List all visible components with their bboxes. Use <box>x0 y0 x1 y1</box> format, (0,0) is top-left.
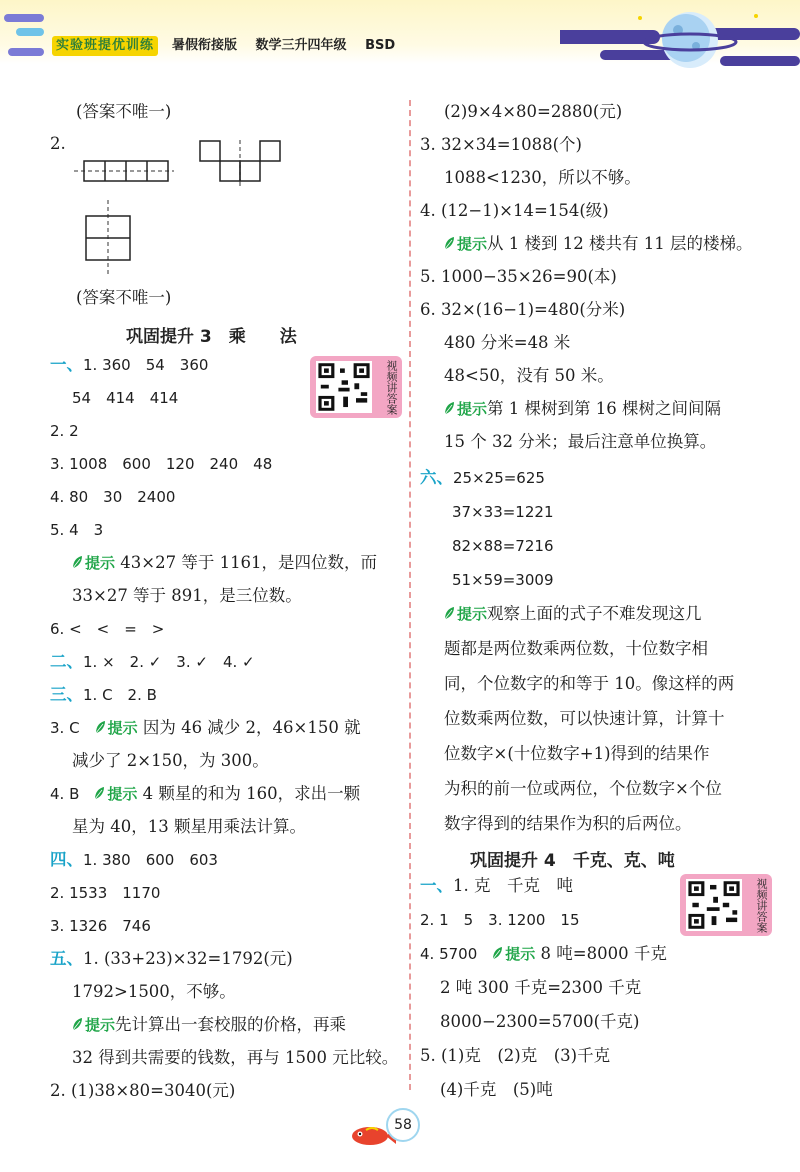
answer-line: 2 吨 300 千克=2300 千克 <box>440 978 642 997</box>
tip-line <box>444 232 752 256</box>
tip-text: 先计算出一套校服的价格，再乘 <box>115 1015 347 1034</box>
answer-line: 48<50，没有 50 米。 <box>444 366 614 385</box>
section-marker: 六、 <box>420 468 453 487</box>
tip-line: 星为 40，13 颗星用乘法计算。 <box>72 817 306 836</box>
answer-text: 1. × 2. ✓ 3. ✓ 4. ✓ <box>83 653 255 671</box>
answer-line: 2. 2 <box>50 422 79 440</box>
section-marker: 五、 <box>50 949 83 968</box>
tip-label: 提示 <box>85 554 116 572</box>
leaf-icon <box>444 236 455 250</box>
leaf-icon <box>444 401 455 415</box>
tip-line: 位数乘两位数，可以快速计算，计算十 <box>444 709 725 728</box>
answer-note: (答案不唯一) <box>76 288 172 307</box>
qr-card[interactable] <box>680 874 772 936</box>
tip-text: 8 吨=8000 千克 <box>535 944 667 963</box>
item-number: 2. <box>50 134 66 153</box>
answer-line <box>420 942 667 966</box>
tip-line: 33×27 等于 891，是三位数。 <box>72 586 302 605</box>
tip-line <box>444 602 702 626</box>
answer-line: 37×33=1221 <box>452 503 554 521</box>
tip-line: 数字得到的结果作为积的后两位。 <box>444 814 692 833</box>
answer-line: 2. (1)38×80=3040(元) <box>50 1081 236 1100</box>
leaf-icon <box>72 555 83 569</box>
header-stripe <box>16 28 44 36</box>
answer-text: 1. C 2. B <box>83 686 157 704</box>
planet-icon <box>560 0 800 100</box>
answer-line: 8000−2300=5700(千克) <box>440 1012 640 1031</box>
section-marker: 一、 <box>420 876 453 895</box>
tip-text: 43×27 等于 1161，是四位数，而 <box>115 553 378 572</box>
answer-text: 1. 克 千克 吨 <box>453 876 573 895</box>
page-number-badge <box>346 1106 426 1152</box>
tip-text: 第 1 棵树到第 16 棵树之间间隔 <box>487 399 721 418</box>
answer-line <box>420 466 545 490</box>
tip-label: 提示 <box>505 945 536 963</box>
tip-line: 15 个 32 分米；最后注意单位换算。 <box>444 432 717 451</box>
header-info <box>172 36 409 56</box>
answer-line <box>50 782 360 806</box>
answer-line <box>50 683 157 707</box>
answer-line <box>420 874 573 898</box>
tip-label: 提示 <box>85 1016 116 1034</box>
answer-text: 4. B <box>50 785 95 803</box>
tip-label: 提示 <box>107 785 138 803</box>
leaf-icon <box>95 720 106 734</box>
answer-text: 1. 380 600 603 <box>83 851 218 869</box>
qr-card[interactable] <box>310 356 402 418</box>
answer-line: 4. (12−1)×14=154(级) <box>420 201 609 220</box>
column-divider <box>409 100 411 1090</box>
series-title: 实验班提优训练 <box>52 36 158 56</box>
answer-line: 51×59=3009 <box>452 571 554 589</box>
section-marker: 二、 <box>50 652 83 671</box>
answer-text: 4. 5700 <box>420 945 493 963</box>
leaf-icon <box>72 1017 83 1031</box>
answer-line <box>50 947 293 971</box>
answer-line: 82×88=7216 <box>452 537 554 555</box>
qr-label: 视频讲答案 <box>385 360 398 415</box>
leaf-icon <box>444 606 455 620</box>
tip-text: 观察上面的式子不难发现这几 <box>487 604 702 623</box>
tip-label: 提示 <box>457 235 488 253</box>
edition-label: 暑假衔接版 <box>172 38 238 53</box>
tip-line: 位数字×(十位数字+1)得到的结果作 <box>444 744 710 763</box>
tip-label: 提示 <box>457 605 488 623</box>
answer-line <box>50 716 361 740</box>
square-figure <box>84 200 136 276</box>
answer-line: 1088<1230，所以不够。 <box>444 168 641 187</box>
answer-line: 1792>1500，不够。 <box>72 982 236 1001</box>
tip-text: 4 颗星的和为 160，求出一颗 <box>137 784 361 803</box>
page-number: 58 <box>386 1108 420 1142</box>
tip-line <box>444 397 721 421</box>
tip-text: 因为 46 减少 2，46×150 就 <box>137 718 361 737</box>
leaf-icon <box>492 946 503 960</box>
subject-label: 数学三升四年级 <box>255 38 347 53</box>
answer-line: 2. 1 5 3. 1200 15 <box>420 911 580 929</box>
answer-line: 4. 80 30 2400 <box>50 488 176 506</box>
answer-text: 25×25=625 <box>453 469 545 487</box>
strip-figure <box>74 156 174 186</box>
answer-line: 2. 1533 1170 <box>50 884 161 902</box>
answer-line: (4)千克 (5)吨 <box>440 1080 553 1099</box>
cross-figure <box>198 138 288 188</box>
tip-line: 32 得到共需要的钱数，再与 1500 元比较。 <box>72 1048 399 1067</box>
leaf-icon <box>94 786 105 800</box>
answer-line: 3. 32×34=1088(个) <box>420 135 582 154</box>
answer-line: 54 414 414 <box>72 389 179 407</box>
answer-line: 480 分米=48 米 <box>444 333 571 352</box>
tip-line: 为积的前一位或两位，个位数字×个位 <box>444 779 722 798</box>
header-stripe <box>8 48 44 56</box>
tip-text: 从 1 楼到 12 楼共有 11 层的楼梯。 <box>487 234 753 253</box>
answer-line: 6. < < = > <box>50 620 165 638</box>
publisher-label: BSD <box>365 38 396 53</box>
answer-line: 3. 1326 746 <box>50 917 151 935</box>
qr-label: 视频讲答案 <box>755 878 768 933</box>
answer-text: 3. C <box>50 719 95 737</box>
tip-label: 提示 <box>457 400 488 418</box>
answer-note: (答案不唯一) <box>76 102 172 121</box>
tip-line: 减少了 2×150，为 300。 <box>72 751 269 770</box>
tip-line: 题都是两位数乘两位数，十位数字相 <box>444 639 708 658</box>
answer-line: 5. 4 3 <box>50 521 104 539</box>
tip-label: 提示 <box>107 719 138 737</box>
answer-line: 6. 32×(16−1)=480(分米) <box>420 300 626 319</box>
answer-text: 1. (33+23)×32=1792(元) <box>83 949 293 968</box>
header-stripe <box>4 14 44 22</box>
answer-line <box>50 650 255 674</box>
qr-code-icon[interactable] <box>316 361 372 413</box>
answer-line: 3. 1008 600 120 240 48 <box>50 455 273 473</box>
answer-line <box>50 353 208 377</box>
answer-line: (2)9×4×80=2880(元) <box>444 102 623 121</box>
tip-line <box>72 1013 346 1037</box>
answer-line: 5. (1)克 (2)克 (3)千克 <box>420 1046 611 1065</box>
answer-line: 5. 1000−35×26=90(本) <box>420 267 617 286</box>
answer-line <box>50 848 218 872</box>
qr-code-icon[interactable] <box>686 879 742 931</box>
section-marker: 四、 <box>50 850 83 869</box>
tip-line: 同，个位数字的和等于 10。像这样的两 <box>444 674 735 693</box>
section-marker: 三、 <box>50 685 83 704</box>
section-title: 巩固提升 4 千克、克、吨 <box>470 851 675 871</box>
tip-line <box>72 551 377 575</box>
answer-text: 1. 360 54 360 <box>83 356 209 374</box>
section-title: 巩固提升 3 乘 法 <box>126 327 297 347</box>
section-marker: 一、 <box>50 355 83 374</box>
